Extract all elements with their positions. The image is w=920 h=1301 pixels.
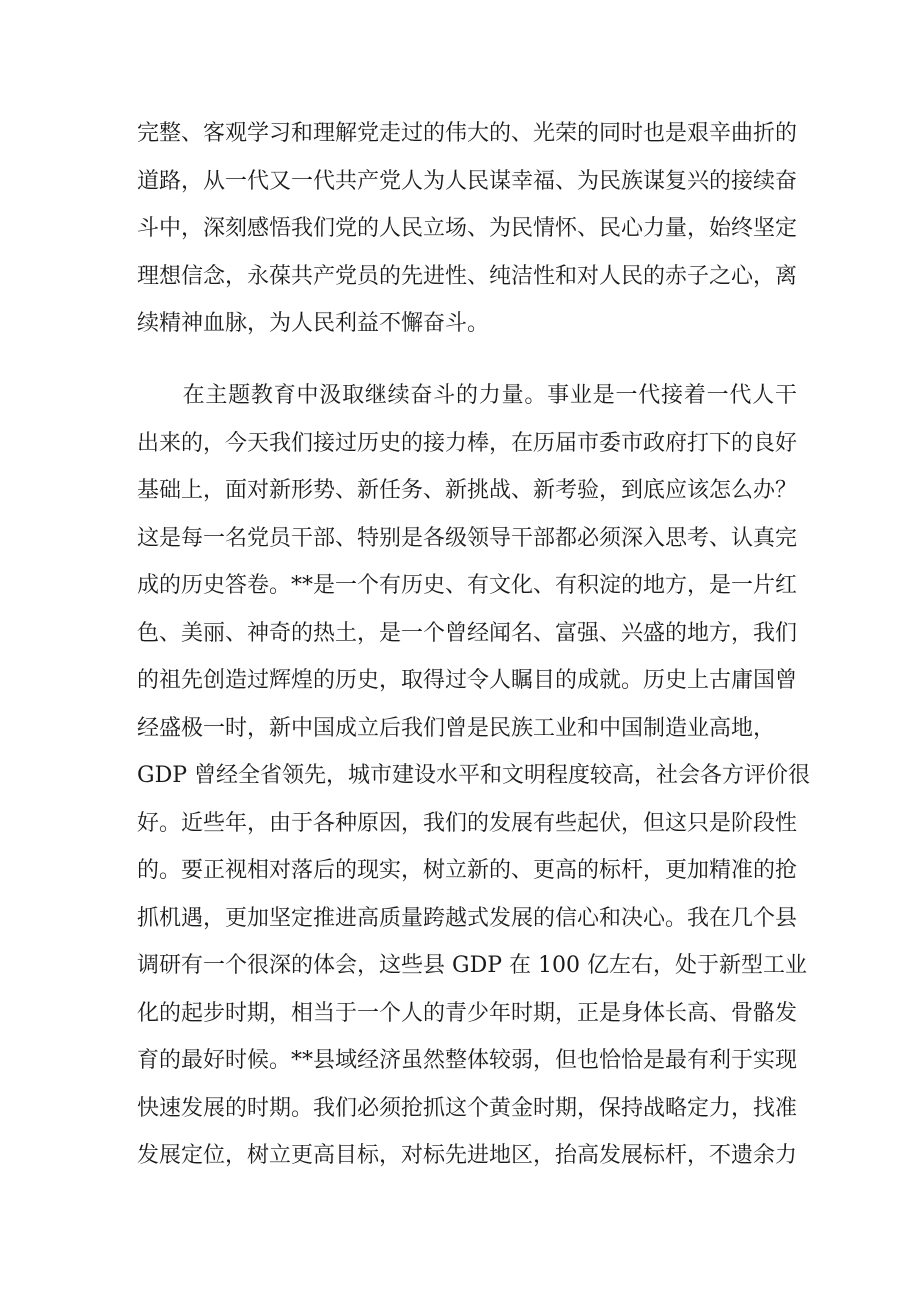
text-line: 经盛极一时，新中国成立后我们曾是民族工业和中国制造业高地， — [137, 715, 776, 741]
paragraph-2 — [137, 372, 811, 1180]
text-line: 化的起步时期，相当于一个人的青少年时期，正是身体长高、骨骼发 — [137, 1000, 798, 1026]
text-line: 成的历史答卷。**是一个有历史、有文化、有积淀的地方，是一片红 — [137, 573, 798, 598]
text-line: 抓机遇，更加坚定推进高质量跨越式发展的信心和决心。我在几个县 — [137, 905, 798, 931]
text-line: 基础上，面对新形势、新任务、新挑战、新考验，到底应该怎么办？ — [137, 478, 798, 503]
text-line: 的。要正视相对落后的现实，树立新的、更高的标杆，更加精准的抢 — [137, 858, 798, 883]
text-line: 育的最好时候。**县域经济虽然整体较弱，但也恰恰是最有利于实现 — [137, 1048, 798, 1073]
text-line: 发展定位，树立更高目标，对标先进地区，抬高发展标杆，不遗余力 — [137, 1143, 798, 1168]
text-line: 理想信念，永葆共产党员的先进性、纯洁性和对人民的赤子之心，离 — [137, 263, 798, 289]
text-line: 完整、客观学习和理解党走过的伟大的、光荣的同时也是艰辛曲折的 — [137, 121, 798, 146]
text-line: 色、美丽、神奇的热土，是一个曾经闻名、富强、兴盛的地方，我们 — [137, 620, 798, 646]
text-line: 好。近些年，由于各种原因，我们的发展有些起伏，但这只是阶段性 — [137, 810, 798, 836]
text-line: 道路，从一代又一代共产党人为人民谋幸福、为民族谋复兴的接续奋 — [137, 168, 798, 194]
text-line: 在主题教育中汲取继续奋斗的力量。事业是一代接着一代人干 — [137, 383, 797, 408]
text-line: 续精神血脉，为人民利益不懈奋斗。 — [137, 311, 490, 336]
text-line: 这是每一名党员干部、特别是各级领导干部都必须深入思考、认真完 — [137, 525, 798, 551]
paragraph-1 — [137, 110, 797, 348]
text-line: 斗中，深刻感悟我们党的人民立场、为民情怀、民心力量，始终坚定 — [137, 216, 798, 241]
text-line: GDP 曾经全省领先，城市建设水平和文明程度较高，社会各方评价很 — [137, 763, 811, 788]
text-line: 调研有一个很深的体会，这些县 GDP 在 100 亿左右，处于新型工业 — [137, 953, 807, 978]
text-line: 快速发展的时期。我们必须抢抓这个黄金时期，保持战略定力，找准 — [137, 1095, 798, 1121]
text-line: 出来的，今天我们接过历史的接力棒，在历届市委市政府打下的良好 — [137, 430, 798, 456]
text-line: 的祖先创造过辉煌的历史，取得过令人瞩目的成就。历史上古庸国曾 — [137, 668, 798, 693]
